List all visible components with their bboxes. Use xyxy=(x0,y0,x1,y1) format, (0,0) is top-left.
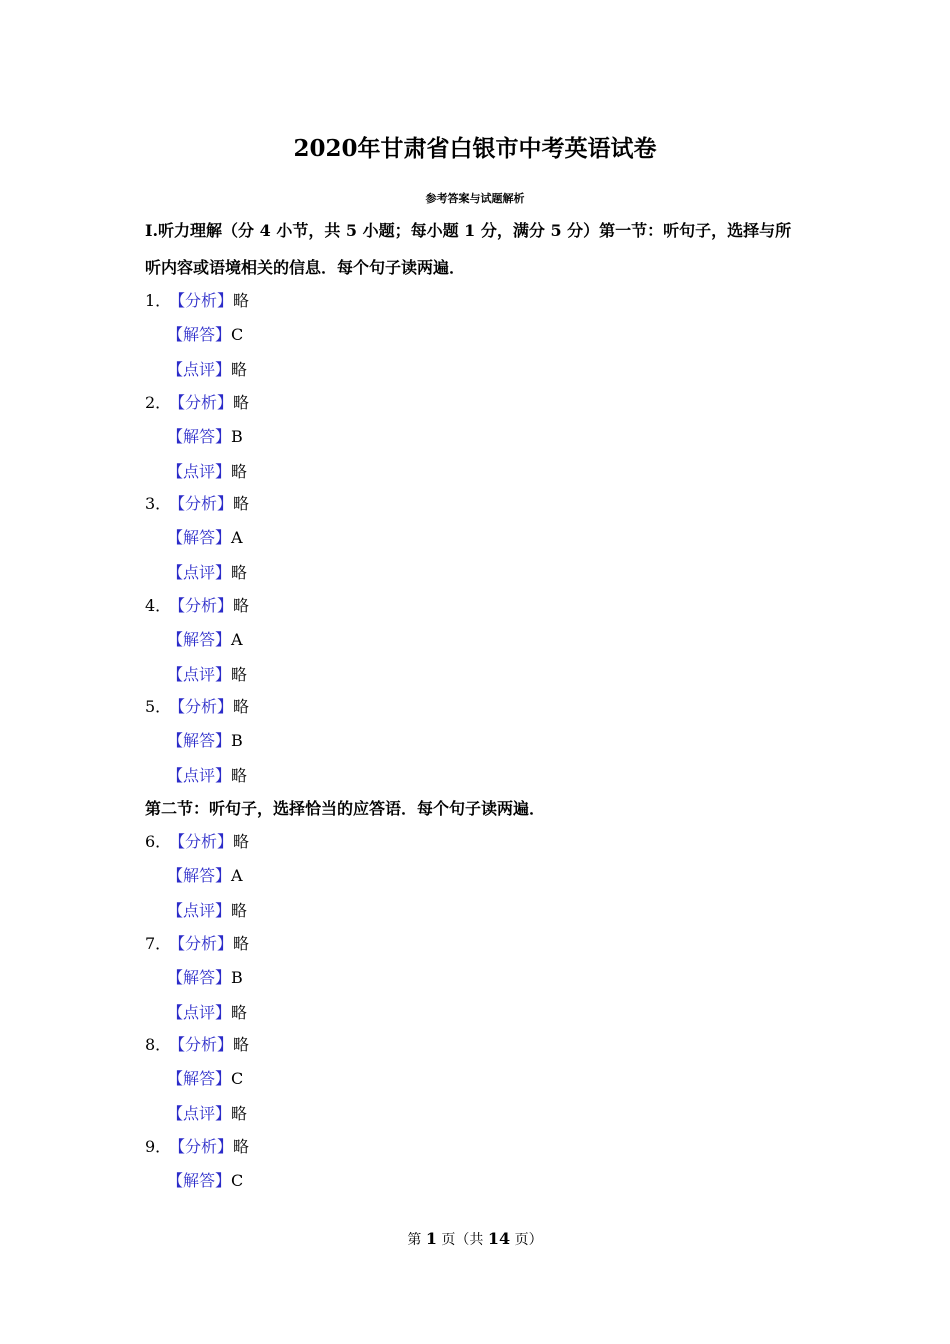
item-analysis-row xyxy=(145,595,249,617)
analysis-text: 略 xyxy=(233,596,250,615)
item-answer-row xyxy=(167,967,243,989)
answer-tag: 【解答】 xyxy=(167,630,232,650)
item-comment-row xyxy=(167,900,247,922)
analysis-tag: 【分析】 xyxy=(169,1035,234,1054)
answer-tag: 【解答】 xyxy=(167,528,232,548)
analysis-tag: 【分析】 xyxy=(169,697,234,716)
comment-tag: 【点评】 xyxy=(167,900,232,920)
item-analysis-row xyxy=(145,392,249,414)
item-number: 5． xyxy=(145,697,172,716)
answer-tag: 【解答】 xyxy=(167,731,232,751)
analysis-text: 略 xyxy=(233,697,250,716)
analysis-text: 略 xyxy=(233,494,250,513)
section-1-heading xyxy=(145,212,815,286)
analysis-text: 略 xyxy=(233,1137,250,1156)
item-number: 2． xyxy=(145,393,172,412)
item-answer-row xyxy=(167,730,243,752)
item-analysis-row xyxy=(145,696,249,718)
item-number: 6． xyxy=(145,832,172,851)
item-answer-row xyxy=(167,324,243,346)
answer-tag: 【解答】 xyxy=(167,866,232,886)
item-answer-row xyxy=(167,865,243,887)
item-answer-row xyxy=(167,1068,243,1090)
comment-text: 略 xyxy=(231,461,248,481)
comment-tag: 【点评】 xyxy=(167,1103,232,1123)
section-2-heading: 第二节：听句子，选择恰当的应答语．每个句子读两遍． xyxy=(145,799,546,818)
item-analysis-row xyxy=(145,290,249,312)
section-1-line-1: Ⅰ.听力理解（分 4 小节，共 5 小题；每小题 1 分，满分 5 分）第一节：听句子，选择与所 xyxy=(145,221,792,240)
item-number: 8． xyxy=(145,1035,172,1054)
comment-tag: 【点评】 xyxy=(167,461,232,481)
analysis-tag: 【分析】 xyxy=(169,291,234,310)
answer-text: B xyxy=(231,968,243,988)
footer-middle: 页（共 xyxy=(436,1232,488,1248)
comment-tag: 【点评】 xyxy=(167,359,232,379)
comment-text: 略 xyxy=(231,562,248,582)
analysis-tag: 【分析】 xyxy=(169,494,234,513)
item-answer-row xyxy=(167,426,243,448)
answer-text: C xyxy=(231,1171,244,1191)
item-answer-row xyxy=(167,629,243,651)
answer-text: A xyxy=(231,528,243,548)
answer-text: B xyxy=(231,731,243,751)
comment-tag: 【点评】 xyxy=(167,664,232,684)
footer-total-pages: 14 xyxy=(487,1229,511,1248)
analysis-tag: 【分析】 xyxy=(169,596,234,615)
page-footer xyxy=(0,1228,950,1251)
comment-tag: 【点评】 xyxy=(167,765,232,785)
item-comment-row xyxy=(167,461,247,483)
answer-text: A xyxy=(231,866,243,886)
comment-text: 略 xyxy=(231,1103,248,1123)
item-analysis-row xyxy=(145,493,249,515)
item-number: 9． xyxy=(145,1137,172,1156)
item-number: 1． xyxy=(145,291,172,310)
comment-text: 略 xyxy=(231,1002,248,1022)
item-analysis-row xyxy=(145,831,249,853)
analysis-tag: 【分析】 xyxy=(169,832,234,851)
answer-text: A xyxy=(231,630,243,650)
answer-tag: 【解答】 xyxy=(167,325,232,345)
answer-tag: 【解答】 xyxy=(167,427,232,447)
answer-tag: 【解答】 xyxy=(167,1171,232,1191)
answer-text: B xyxy=(231,427,243,447)
analysis-tag: 【分析】 xyxy=(169,1137,234,1156)
item-analysis-row xyxy=(145,1034,249,1056)
item-answer-row xyxy=(167,1170,243,1192)
footer-page-number: 1 xyxy=(425,1229,437,1248)
analysis-text: 略 xyxy=(233,1035,250,1054)
comment-text: 略 xyxy=(231,900,248,920)
analysis-text: 略 xyxy=(233,291,250,310)
answer-text: C xyxy=(231,325,244,345)
comment-text: 略 xyxy=(231,765,248,785)
answer-tag: 【解答】 xyxy=(167,968,232,988)
comment-text: 略 xyxy=(231,664,248,684)
analysis-text: 略 xyxy=(233,393,250,412)
item-analysis-row xyxy=(145,933,249,955)
item-answer-row xyxy=(167,527,243,549)
section-1-line-2: 听内容或语境相关的信息．每个句子读两遍． xyxy=(145,258,466,277)
comment-text: 略 xyxy=(231,359,248,379)
answer-text: C xyxy=(231,1069,244,1089)
comment-tag: 【点评】 xyxy=(167,1002,232,1022)
item-analysis-row xyxy=(145,1136,249,1158)
analysis-text: 略 xyxy=(233,832,250,851)
page-title: 2020年甘肃省白银市中考英语试卷 xyxy=(293,135,657,162)
item-comment-row xyxy=(167,765,247,787)
answer-tag: 【解答】 xyxy=(167,1069,232,1089)
analysis-tag: 【分析】 xyxy=(169,393,234,412)
item-comment-row xyxy=(167,664,247,686)
analysis-tag: 【分析】 xyxy=(169,934,234,953)
item-number: 7． xyxy=(145,934,172,953)
analysis-text: 略 xyxy=(233,934,250,953)
item-comment-row xyxy=(167,359,247,381)
footer-suffix: 页） xyxy=(510,1232,543,1248)
item-comment-row xyxy=(167,562,247,584)
item-comment-row xyxy=(167,1002,247,1024)
item-number: 4． xyxy=(145,596,172,615)
page-subtitle: 参考答案与试题解析 xyxy=(425,192,525,205)
comment-tag: 【点评】 xyxy=(167,562,232,582)
item-comment-row xyxy=(167,1103,247,1125)
footer-prefix: 第 xyxy=(407,1232,426,1248)
item-number: 3． xyxy=(145,494,172,513)
